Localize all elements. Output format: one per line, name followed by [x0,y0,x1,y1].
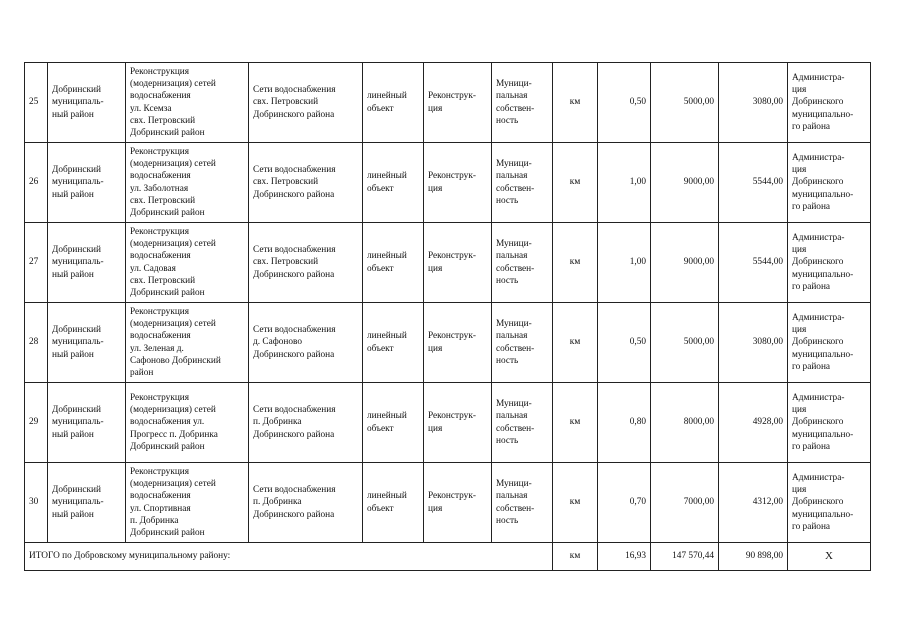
length-cell: 0,50 [598,63,651,143]
cost-cell: 8000,00 [651,383,719,463]
row-number: 29 [25,383,48,463]
budget-cell: 5544,00 [719,143,788,223]
district-cell: Добринский муниципаль- ный район [48,63,126,143]
ownership-cell: Муници- пальная собствен- ность [492,383,553,463]
project-cell: Реконструкция (модернизация) сетей водоснабжения ул. Ксемза свх. Петровский Добринский район [126,63,249,143]
ownership-cell: Муници- пальная собствен- ность [492,63,553,143]
project-cell: Реконструкция (модернизация) сетей водоснабжения ул. Спортивная п. Добринка Добринский район [126,463,249,543]
ownership-cell: Муници- пальная собствен- ность [492,303,553,383]
row-number: 28 [25,303,48,383]
customer-cell: Администра- ция Добринского муниципально- го района [788,303,871,383]
district-cell: Добринский муниципаль- ный район [48,383,126,463]
work-type-cell: Реконструк- ция [424,143,492,223]
table-row [25,63,871,143]
table-row [25,143,871,223]
length-cell: 0,50 [598,303,651,383]
budget-cell: 4312,00 [719,463,788,543]
customer-cell: Администра- ция Добринского муниципально- го района [788,63,871,143]
total-cost: 147 570,44 [651,543,719,571]
work-type-cell: Реконструк- ция [424,63,492,143]
district-cell: Добринский муниципаль- ный район [48,223,126,303]
object-type-cell: линейный объект [363,463,424,543]
row-number: 25 [25,63,48,143]
total-row [25,543,871,571]
project-cell: Реконструкция (модернизация) сетей водоснабжения ул. Садовая свх. Петровский Добринский район [126,223,249,303]
unit-cell: км [553,223,598,303]
object-type-cell: линейный объект [363,303,424,383]
unit-cell: км [553,383,598,463]
object-cell: Сети водоснабжения п. Добринка Добринского района [249,383,363,463]
work-type-cell: Реконструк- ция [424,463,492,543]
unit-cell: км [553,63,598,143]
total-mark: Х [788,543,871,571]
row-number: 27 [25,223,48,303]
work-type-cell: Реконструк- ция [424,383,492,463]
district-cell: Добринский муниципаль- ный район [48,143,126,223]
total-label: ИТОГО по Добровскому муниципальному району: [25,543,553,571]
work-type-cell: Реконструк- ция [424,303,492,383]
work-type-cell: Реконструк- ция [424,223,492,303]
customer-cell: Администра- ция Добринского муниципально- го района [788,463,871,543]
customer-cell: Администра- ция Добринского муниципально- го района [788,383,871,463]
length-cell: 0,80 [598,383,651,463]
table-row [25,223,871,303]
unit-cell: км [553,143,598,223]
length-cell: 1,00 [598,143,651,223]
length-cell: 1,00 [598,223,651,303]
project-cell: Реконструкция (модернизация) сетей водоснабжения ул. Прогресс п. Добринка Добринский район [126,383,249,463]
investment-table [24,62,871,571]
project-cell: Реконструкция (модернизация) сетей водоснабжения ул. Заболотная свх. Петровский Добринский район [126,143,249,223]
total-budget: 90 898,00 [719,543,788,571]
project-cell: Реконструкция (модернизация) сетей водоснабжения ул. Зеленая д. Сафоново Добринский район [126,303,249,383]
cost-cell: 9000,00 [651,143,719,223]
length-cell: 0,70 [598,463,651,543]
object-type-cell: линейный объект [363,143,424,223]
budget-cell: 5544,00 [719,223,788,303]
budget-cell: 4928,00 [719,383,788,463]
budget-cell: 3080,00 [719,303,788,383]
customer-cell: Администра- ция Добринского муниципально- го района [788,223,871,303]
customer-cell: Администра- ция Добринского муниципально- го района [788,143,871,223]
cost-cell: 5000,00 [651,63,719,143]
total-unit: км [553,543,598,571]
cost-cell: 9000,00 [651,223,719,303]
object-cell: Сети водоснабжения свх. Петровский Добринского района [249,143,363,223]
table-body [25,63,871,543]
row-number: 30 [25,463,48,543]
total-length: 16,93 [598,543,651,571]
ownership-cell: Муници- пальная собствен- ность [492,463,553,543]
object-cell: Сети водоснабжения п. Добринка Добринского района [249,463,363,543]
cost-cell: 7000,00 [651,463,719,543]
ownership-cell: Муници- пальная собствен- ность [492,143,553,223]
object-cell: Сети водоснабжения свх. Петровский Добринского района [249,63,363,143]
unit-cell: км [553,303,598,383]
table-row [25,383,871,463]
object-type-cell: линейный объект [363,383,424,463]
table-row [25,303,871,383]
object-cell: Сети водоснабжения свх. Петровский Добринского района [249,223,363,303]
budget-cell: 3080,00 [719,63,788,143]
ownership-cell: Муници- пальная собствен- ность [492,223,553,303]
row-number: 26 [25,143,48,223]
district-cell: Добринский муниципаль- ный район [48,463,126,543]
object-type-cell: линейный объект [363,223,424,303]
district-cell: Добринский муниципаль- ный район [48,303,126,383]
cost-cell: 5000,00 [651,303,719,383]
table-row [25,463,871,543]
unit-cell: км [553,463,598,543]
object-cell: Сети водоснабжения д. Сафоново Добринского района [249,303,363,383]
object-type-cell: линейный объект [363,63,424,143]
